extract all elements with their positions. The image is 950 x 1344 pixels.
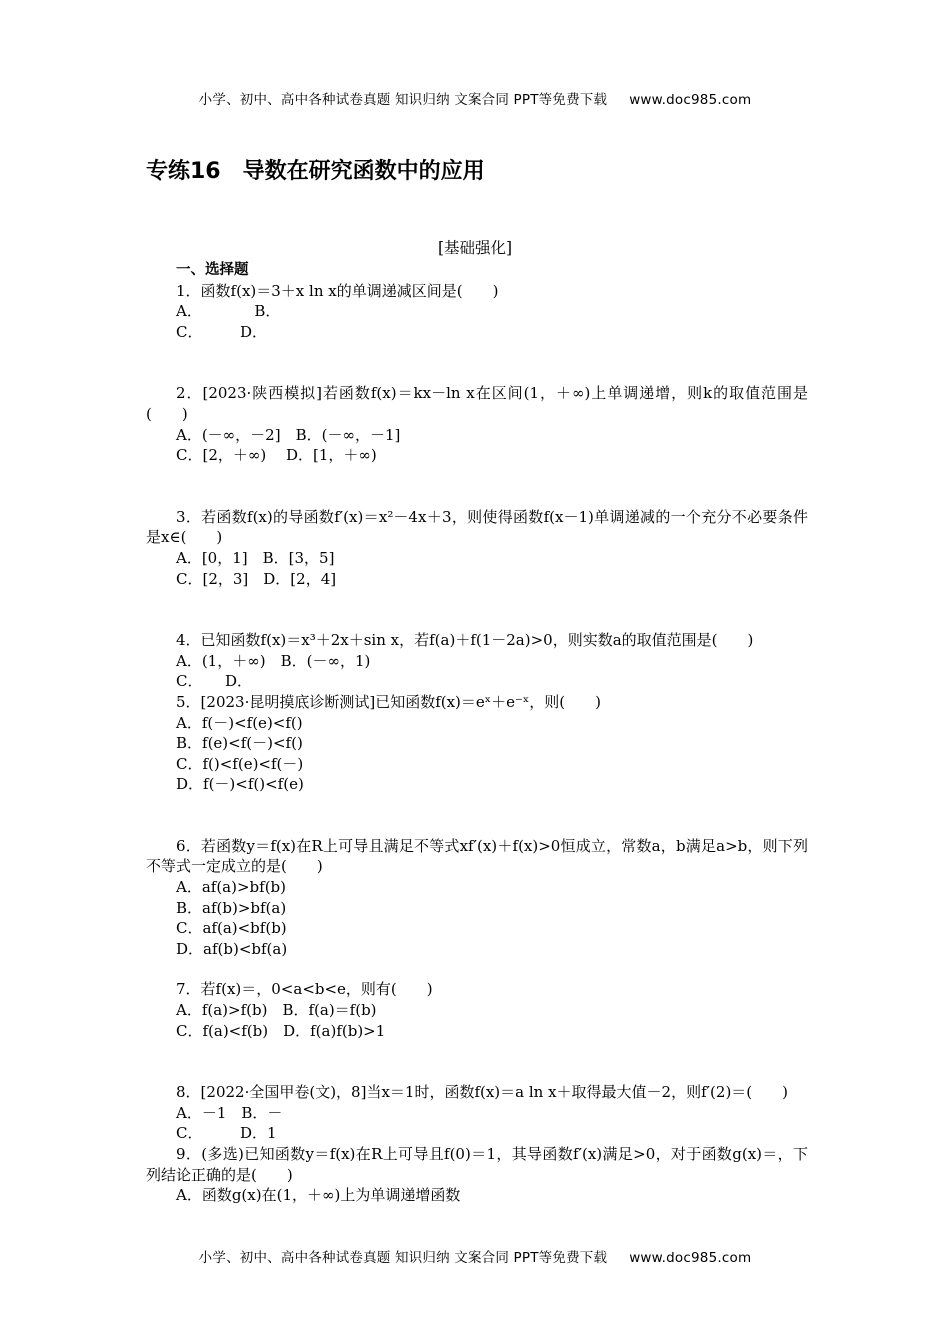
question-option: C． D．1 (176, 1124, 277, 1143)
question-option: A．(－∞，－2] B．(－∞，－1] (176, 425, 401, 444)
question-stem: 9．(多选)已知函数y＝f(x)在R上可导且f(0)＝1，其导函数f′(x)满足>0，对于函数g(x)＝，下列结论正确的是( ) (146, 1145, 808, 1184)
question-stem: 2．[2023·陕西模拟]若函数f(x)＝kx－ln x在区间(1，＋∞)上单调递增，则k的取值范围是( ) (146, 384, 808, 423)
section-heading: 一、选择题 (176, 262, 249, 278)
question-option: D．f(－)<f()<f(e) (176, 775, 304, 794)
title-prefix: 专练16 (146, 159, 221, 184)
question-option: A．f(－)<f(e)<f() (176, 713, 303, 732)
question-option: A．函数g(x)在(1，＋∞)上为单调递增函数 (176, 1186, 461, 1205)
question-list (146, 260, 808, 1206)
question-stem: 8．[2022·全国甲卷(文)，8]当x＝1时，函数f(x)＝a ln x＋取得最大值－2，则f′(2)＝( ) (176, 1083, 789, 1102)
question-stem: 6．若函数y＝f(x)在R上可导且满足不等式xf′(x)＋f(x)>0恒成立，常数a，b满足a>b，则下列不等式一定成立的是( ) (146, 836, 808, 876)
question-option: C．f(a)<f(b) D．f(a)f(b)>1 (176, 1021, 386, 1040)
question-option: A．(1，＋∞) B．(－∞，1) (176, 651, 371, 670)
question-stem: 5．[2023·昆明摸底诊断测试]已知函数f(x)＝eˣ＋e⁻ˣ，则( ) (176, 692, 601, 711)
question-stem: 3．若函数f(x)的导函数f′(x)＝x²－4x＋3，则使得函数f(x－1)单调递减的一个充分不必要条件是x∈( ) (146, 507, 808, 547)
question-option: A．－1 B．－ (176, 1103, 283, 1122)
question-stem: 7．若f(x)＝，0<a<b<e，则有( ) (176, 980, 433, 999)
question-option: C．af(a)<bf(b) (176, 919, 287, 938)
page-title (146, 154, 485, 185)
question-stem: 1．函数f(x)＝3＋x ln x的单调递减区间是( ) (176, 281, 499, 300)
question-option: A．af(a)>bf(b) (176, 878, 287, 897)
question-option: A．[0，1] B．[3，5] (176, 548, 335, 567)
page-header (0, 88, 950, 108)
question-option: C．[2，＋∞) D．[1，＋∞) (176, 446, 377, 465)
section-subtitle: [基础强化] (437, 239, 513, 257)
question-option: C． D． (176, 322, 268, 341)
page-footer (0, 1246, 950, 1266)
header-url[interactable]: www.doc985.com (629, 92, 752, 108)
question-option: D．af(b)<bf(a) (176, 939, 288, 958)
question-option: C． D． (176, 672, 253, 691)
question-option: C．f()<f(e)<f(－) (176, 754, 304, 773)
question-option: C．[2，3] D．[2，4] (176, 569, 337, 588)
question-option: A．f(a)>f(b) B．f(a)＝f(b) (176, 1001, 377, 1020)
question-option: B．af(b)>bf(a) (176, 898, 287, 917)
question-stem: 4．已知函数f(x)＝x³＋2x＋sin x，若f(a)＋f(1－2a)>0，则实数a的取值范围是( ) (176, 631, 754, 650)
footer-url[interactable]: www.doc985.com (629, 1250, 752, 1266)
footer-text: 小学、初中、高中各种试卷真题 知识归纳 文案合同 PPT等免费下载 (198, 1250, 608, 1266)
header-text: 小学、初中、高中各种试卷真题 知识归纳 文案合同 PPT等免费下载 (198, 92, 608, 108)
question-option: B．f(e)<f(－)<f() (176, 734, 303, 753)
question-option: A． B． (176, 302, 281, 321)
title-main: 导数在研究函数中的应用 (242, 159, 485, 184)
